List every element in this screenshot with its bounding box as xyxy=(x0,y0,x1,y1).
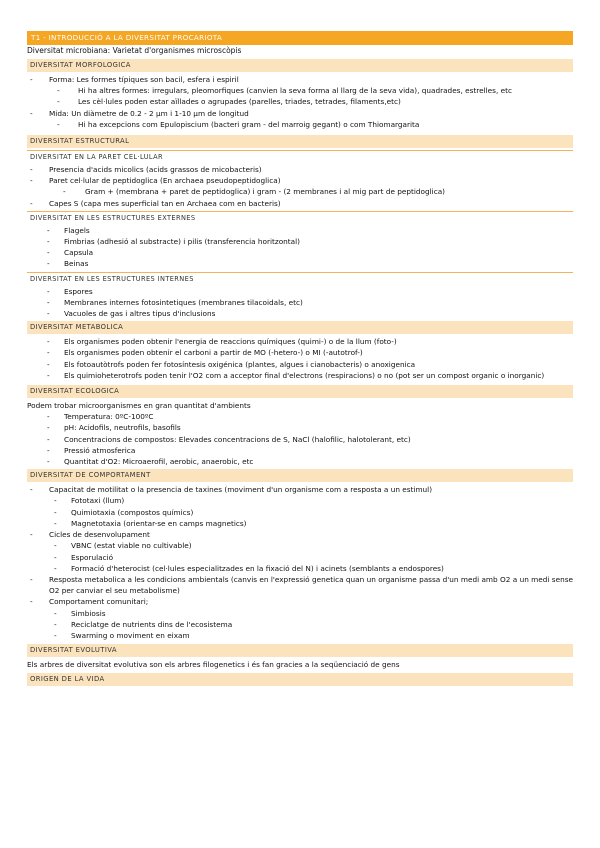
list-item-text: Espores xyxy=(64,286,93,296)
list-item xyxy=(27,175,573,186)
list-item xyxy=(27,574,573,596)
list-item xyxy=(27,236,573,247)
list-item xyxy=(27,247,573,258)
list-item xyxy=(27,507,573,518)
list-item xyxy=(27,563,573,574)
bullet-dash: - xyxy=(47,237,50,247)
list-item xyxy=(27,540,573,551)
list-item-text: Capacitat de motilitat o la presencia de taxines (moviment d'un organisme com a resposta a un estimul) xyxy=(49,485,433,495)
list-item xyxy=(27,370,573,381)
list-item xyxy=(27,198,573,209)
list-item-text: Capes S (capa mes superficial tan en Archaea com en bacteris) xyxy=(49,198,281,208)
bullet-dash: - xyxy=(47,423,50,433)
list-item-text: pH: Acidofils, neutrofils, basofils xyxy=(64,423,181,433)
list-item xyxy=(27,630,573,641)
bullet-dash: - xyxy=(54,619,57,629)
bullet-dash: - xyxy=(47,225,50,235)
list-item-text: Capsula xyxy=(64,248,94,258)
subsection-heading-paret: DIVERSITAT EN LA PARET CEL·LULAR xyxy=(27,150,573,164)
section-heading-origen: ORIGEN DE LA VIDA xyxy=(27,673,573,686)
bullet-dash: - xyxy=(30,574,33,584)
section-heading-comportament: DIVERSITAT DE COMPORTAMENT xyxy=(27,469,573,482)
bullet-dash: - xyxy=(47,457,50,467)
bullet-dash: - xyxy=(30,108,33,118)
bullet-dash: - xyxy=(54,541,57,551)
list-item-text: Membranes internes fotosintetiques (membranes tilacoidals, etc) xyxy=(64,297,303,307)
bullet-dash: - xyxy=(63,187,66,197)
list-item xyxy=(27,186,573,197)
list-item-text: Els organismes poden obtenir l'energia de reaccions químiques (quimi-) o de la llum (foto-) xyxy=(64,337,397,347)
list-item xyxy=(27,529,573,540)
bullet-dash: - xyxy=(47,259,50,269)
bullet-dash: - xyxy=(57,86,60,96)
list-item xyxy=(27,297,573,308)
section-heading-metabolica: DIVERSITAT METABOLICA xyxy=(27,321,573,334)
section-heading-evolutiva: DIVERSITAT EVOLUTIVA xyxy=(27,644,573,657)
list-item-text: Temperatura: 0ºC-100ºC xyxy=(64,412,154,422)
bullet-dash: - xyxy=(54,630,57,640)
list-item xyxy=(27,164,573,175)
list-item-text: Beinas xyxy=(64,259,89,269)
bullet-dash: - xyxy=(54,507,57,517)
bullet-dash: - xyxy=(30,597,33,607)
list-item xyxy=(27,619,573,630)
list-item xyxy=(27,336,573,347)
list-item xyxy=(27,422,573,433)
bullet-dash: - xyxy=(47,309,50,319)
list-item-text: Formació d'heterocist (cel·lules especialitzades en la fixació del N) i acinets (semblants a endospores) xyxy=(71,563,444,573)
bullet-dash: - xyxy=(47,297,50,307)
list-item xyxy=(27,308,573,319)
list-item xyxy=(27,495,573,506)
list-item-text: Hi ha excepcions com Epulopiscium (bacteri gram - del marroig gegant) o com Thiomargarita xyxy=(78,119,420,129)
list-item xyxy=(27,456,573,467)
list-item-text: Quantitat d'O2: Microaerofil, aerobic, anaerobic, etc xyxy=(64,457,254,467)
list-item-text: Forma: Les formes típiques son bacil, esfera i espiril xyxy=(49,75,239,84)
list-item xyxy=(27,258,573,269)
bullet-dash: - xyxy=(30,165,33,175)
list-item xyxy=(27,347,573,358)
list-item xyxy=(27,286,573,297)
list-item-text: Cicles de desenvolupament xyxy=(49,530,150,540)
list-item xyxy=(27,74,573,85)
bullet-dash: - xyxy=(47,348,50,358)
list-item-text: Simbiosis xyxy=(71,608,106,618)
bullet-dash: - xyxy=(57,119,60,129)
section-heading-estructural: DIVERSITAT ESTRUCTURAL xyxy=(27,135,573,148)
list-item-text: Fimbrias (adhesió al substracte) i pilis (transferencia horitzontal) xyxy=(64,237,301,247)
bullet-dash: - xyxy=(54,563,57,573)
bullet-dash: - xyxy=(47,359,50,369)
bullet-dash: - xyxy=(54,496,57,506)
evolutiva-text: Els arbres de diversitat evolutiva son els arbres filogenetics i és fan gracies a la seqüenciació de gens xyxy=(27,660,400,670)
list-item-text: Els quimioheterotrofs poden tenir l'O2 com a acceptor final d'electrons (respiracions) o no (pot ser un compost organic o inorganic) xyxy=(64,370,545,380)
document-page xyxy=(27,31,573,686)
list-item-text: Flagels xyxy=(64,225,90,235)
list-item-text: Mida: Un diàmetre de 0.2 - 2 µm i 1-10 µm de longitud xyxy=(49,108,249,118)
list-item-text: Reciclatge de nutrients dins de l'ecosistema xyxy=(71,619,233,629)
subsection-heading-internes: DIVERSITAT EN LES ESTRUCTURES INTERNES xyxy=(27,272,573,286)
bullet-dash: - xyxy=(47,434,50,444)
list-item xyxy=(27,85,573,96)
document-title: T1 - INTRODUCCIÓ A LA DIVERSITAT PROCARIOTA xyxy=(27,31,573,45)
list-item xyxy=(27,96,573,107)
bullet-dash: - xyxy=(54,608,57,618)
list-item-text: Quimiotaxia (compostos químics) xyxy=(71,507,194,517)
list-item-text: VBNC (estat viable no cultivable) xyxy=(71,541,192,551)
bullet-dash: - xyxy=(47,337,50,347)
bullet-dash: - xyxy=(30,485,33,495)
bullet-dash: - xyxy=(54,518,57,528)
list-item xyxy=(27,518,573,529)
list-item-text: Vacuoles de gas i altres tipus d'inclusions xyxy=(64,309,216,319)
list-item-text: Pressió atmosferica xyxy=(64,445,136,455)
bullet-dash: - xyxy=(30,176,33,186)
section-heading-morfologica: DIVERSITAT MORFOLOGICA xyxy=(27,59,573,72)
list-item-text: Resposta metabolica a les condicions ambientals (canvis en l'expressió genetica quan un organisme passa d'un medi amb O2 a un medi sense O2 per canviar el seu metabolisme) xyxy=(49,574,573,596)
list-item xyxy=(27,484,573,495)
list-item xyxy=(27,552,573,563)
list-item xyxy=(27,108,573,119)
bullet-dash: - xyxy=(47,445,50,455)
list-item-text: Comportament comunitari; xyxy=(49,597,149,607)
list-item-text: Concentracions de compostos: Elevades concentracions de S, NaCl (halofilic, halotolerant, etc) xyxy=(64,434,411,444)
subsection-heading-externes: DIVERSITAT EN LES ESTRUCTURES EXTERNES xyxy=(27,211,573,225)
bullet-dash: - xyxy=(47,286,50,296)
bullet-dash: - xyxy=(54,552,57,562)
bullet-dash: - xyxy=(57,97,60,107)
bullet-dash: - xyxy=(47,248,50,258)
list-item xyxy=(27,445,573,456)
list-item-text: Hi ha altres formes: irregulars, pleomorfiques (canvien la seva forma al llarg de la seva vida), quadrades, estrelles, etc xyxy=(78,86,512,96)
ecologica-intro: Podem trobar microorganismes en gran quantitat d'ambients xyxy=(27,401,251,411)
subtitle: Diversitat microbiana: Varietat d'organismes microscòpis xyxy=(27,46,242,55)
bullet-dash: - xyxy=(30,198,33,208)
bullet-dash: - xyxy=(47,370,50,380)
list-item-text: Gram + (membrana + paret de peptidoglica) i gram - (2 membranes i al mig part de peptidoglica) xyxy=(85,187,446,197)
list-item xyxy=(27,119,573,130)
list-item-text: Les cèl·lules poden estar aïllades o agrupades (parelles, triades, tetrades, filaments,etc) xyxy=(78,97,401,107)
list-item xyxy=(27,225,573,236)
section-heading-ecologica: DIVERSITAT ECOLOGICA xyxy=(27,385,573,398)
list-item xyxy=(27,608,573,619)
list-item-text: Magnetotaxia (orientar-se en camps magnetics) xyxy=(71,518,247,528)
list-item-text: Fototaxi (llum) xyxy=(71,496,125,506)
bullet-dash: - xyxy=(47,412,50,422)
list-item xyxy=(27,596,573,607)
list-item-text: Els organismes poden obtenir el carboni a partir de MO (-hetero-) o MI (-autotrof-) xyxy=(64,348,363,358)
list-item xyxy=(27,359,573,370)
bullet-dash: - xyxy=(30,530,33,540)
list-item-text: Paret cel·lular de peptidoglica (En archaea pseudopeptidoglica) xyxy=(49,176,281,186)
list-item-text: Esporulació xyxy=(71,552,114,562)
list-item-text: Presencia d'acids micolics (acids grassos de micobacteris) xyxy=(49,165,262,175)
bullet-dash: - xyxy=(30,75,33,84)
list-item xyxy=(27,411,573,422)
list-item-text: Els fotoautòtrofs poden fer fotosíntesis oxigénica (plantes, algues i cianobacteris) o anoxigenica xyxy=(64,359,416,369)
list-item-text: Swarming o moviment en eixam xyxy=(71,630,190,640)
list-item xyxy=(27,434,573,445)
